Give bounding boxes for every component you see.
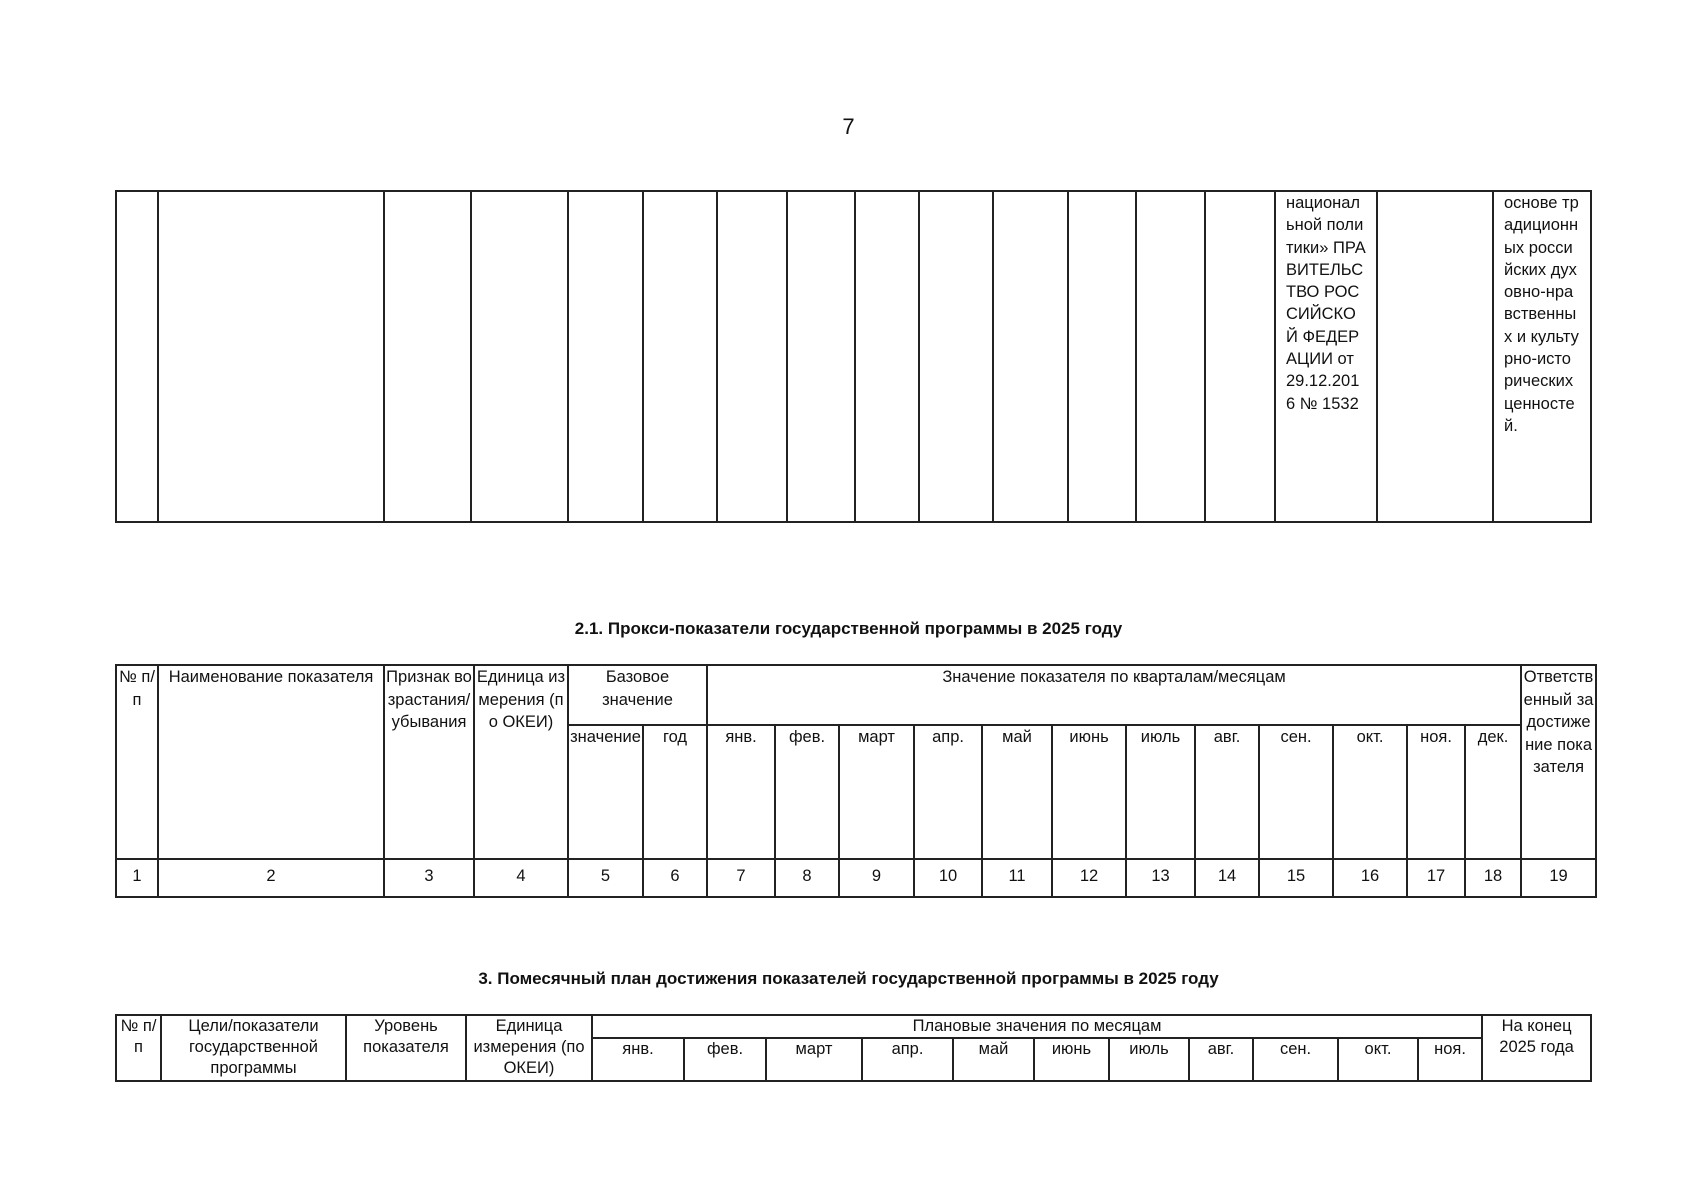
header-month: сен. — [1253, 1038, 1338, 1081]
header-base: Базовое значение — [568, 665, 707, 725]
table-cell — [568, 191, 643, 522]
header-month: июль — [1109, 1038, 1189, 1081]
header-goals: Цели/показатели государственной программы — [161, 1015, 346, 1081]
header-base-year: год — [643, 725, 707, 859]
column-number: 10 — [914, 859, 982, 897]
column-number: 6 — [643, 859, 707, 897]
column-number: 1 — [116, 859, 158, 897]
table-cell — [158, 191, 384, 522]
monthly-plan-table — [115, 1014, 1592, 1082]
header-row — [116, 1015, 1591, 1038]
table-cell — [1377, 191, 1493, 522]
table-cell — [919, 191, 993, 522]
header-month: сен. — [1259, 725, 1333, 859]
column-number: 16 — [1333, 859, 1407, 897]
table-cell — [717, 191, 787, 522]
legal-basis-cell: национальной политики» ПРАВИТЕЛЬСТВО РОССИЙСКОЙ ФЕДЕРАЦИИ от 29.12.2016 № 1532 — [1275, 191, 1377, 522]
header-num: № п/п — [116, 665, 158, 859]
header-month: фев. — [684, 1038, 766, 1081]
column-number: 9 — [839, 859, 914, 897]
header-end: На конец 2025 года — [1482, 1015, 1591, 1081]
header-month: ноя. — [1407, 725, 1465, 859]
header-unit: Единица измерения (по ОКЕИ) — [466, 1015, 592, 1081]
header-month: май — [982, 725, 1052, 859]
continuation-table — [115, 190, 1592, 523]
column-number: 2 — [158, 859, 384, 897]
section-title-proxy: 2.1. Прокси-показатели государственной программы в 2025 году — [574, 619, 1123, 638]
header-base-value: значение — [568, 725, 643, 859]
column-number-row — [116, 859, 1596, 897]
header-month: окт. — [1338, 1038, 1418, 1081]
header-month: июнь — [1034, 1038, 1109, 1081]
column-number: 5 — [568, 859, 643, 897]
header-month: фев. — [775, 725, 839, 859]
header-num: № п/п — [116, 1015, 161, 1081]
column-number: 15 — [1259, 859, 1333, 897]
header-month: март — [766, 1038, 862, 1081]
table-cell — [993, 191, 1068, 522]
column-number: 12 — [1052, 859, 1126, 897]
header-month: июнь — [1052, 725, 1126, 859]
header-month: дек. — [1465, 725, 1521, 859]
column-number: 4 — [474, 859, 568, 897]
description-cell: основе традиционных российских духовно-нравственных и культурно-исторических ценностей. — [1493, 191, 1591, 522]
table-cell — [855, 191, 919, 522]
header-row — [116, 665, 1596, 725]
header-month: ноя. — [1418, 1038, 1482, 1081]
header-month: окт. — [1333, 725, 1407, 859]
header-plan: Плановые значения по месяцам — [592, 1015, 1482, 1038]
header-responsible: Ответственный за достижение показателя — [1521, 665, 1596, 859]
table-cell — [787, 191, 855, 522]
column-number: 11 — [982, 859, 1052, 897]
column-number: 19 — [1521, 859, 1596, 897]
column-number: 7 — [707, 859, 775, 897]
proxy-indicators-table — [115, 664, 1597, 898]
header-unit: Единица измерения (по ОКЕИ) — [474, 665, 568, 859]
column-number: 18 — [1465, 859, 1521, 897]
table-cell — [1205, 191, 1275, 522]
table-cell — [1068, 191, 1136, 522]
header-month: март — [839, 725, 914, 859]
header-month: янв. — [707, 725, 775, 859]
column-number: 3 — [384, 859, 474, 897]
header-month: май — [953, 1038, 1034, 1081]
section-title-monthly-plan: 3. Помесячный план достижения показателей государственной программы в 2025 году — [478, 969, 1219, 988]
column-number: 17 — [1407, 859, 1465, 897]
table-cell — [116, 191, 158, 522]
table-cell — [471, 191, 568, 522]
column-number: 14 — [1195, 859, 1259, 897]
table-cell — [384, 191, 471, 522]
header-month: янв. — [592, 1038, 684, 1081]
table-row — [116, 191, 1591, 522]
header-month: авг. — [1189, 1038, 1253, 1081]
header-sign: Признак возрастания/убывания — [384, 665, 474, 859]
header-month: авг. — [1195, 725, 1259, 859]
table-cell — [643, 191, 717, 522]
table-cell — [1136, 191, 1205, 522]
header-level: Уровень показателя — [346, 1015, 466, 1081]
header-period: Значение показателя по кварталам/месяцам — [707, 665, 1521, 725]
column-number: 8 — [775, 859, 839, 897]
header-month: июль — [1126, 725, 1195, 859]
header-month: апр. — [862, 1038, 953, 1081]
column-number: 13 — [1126, 859, 1195, 897]
page-number: 7 — [842, 114, 855, 139]
header-name: Наименование показателя — [158, 665, 384, 859]
header-month: апр. — [914, 725, 982, 859]
